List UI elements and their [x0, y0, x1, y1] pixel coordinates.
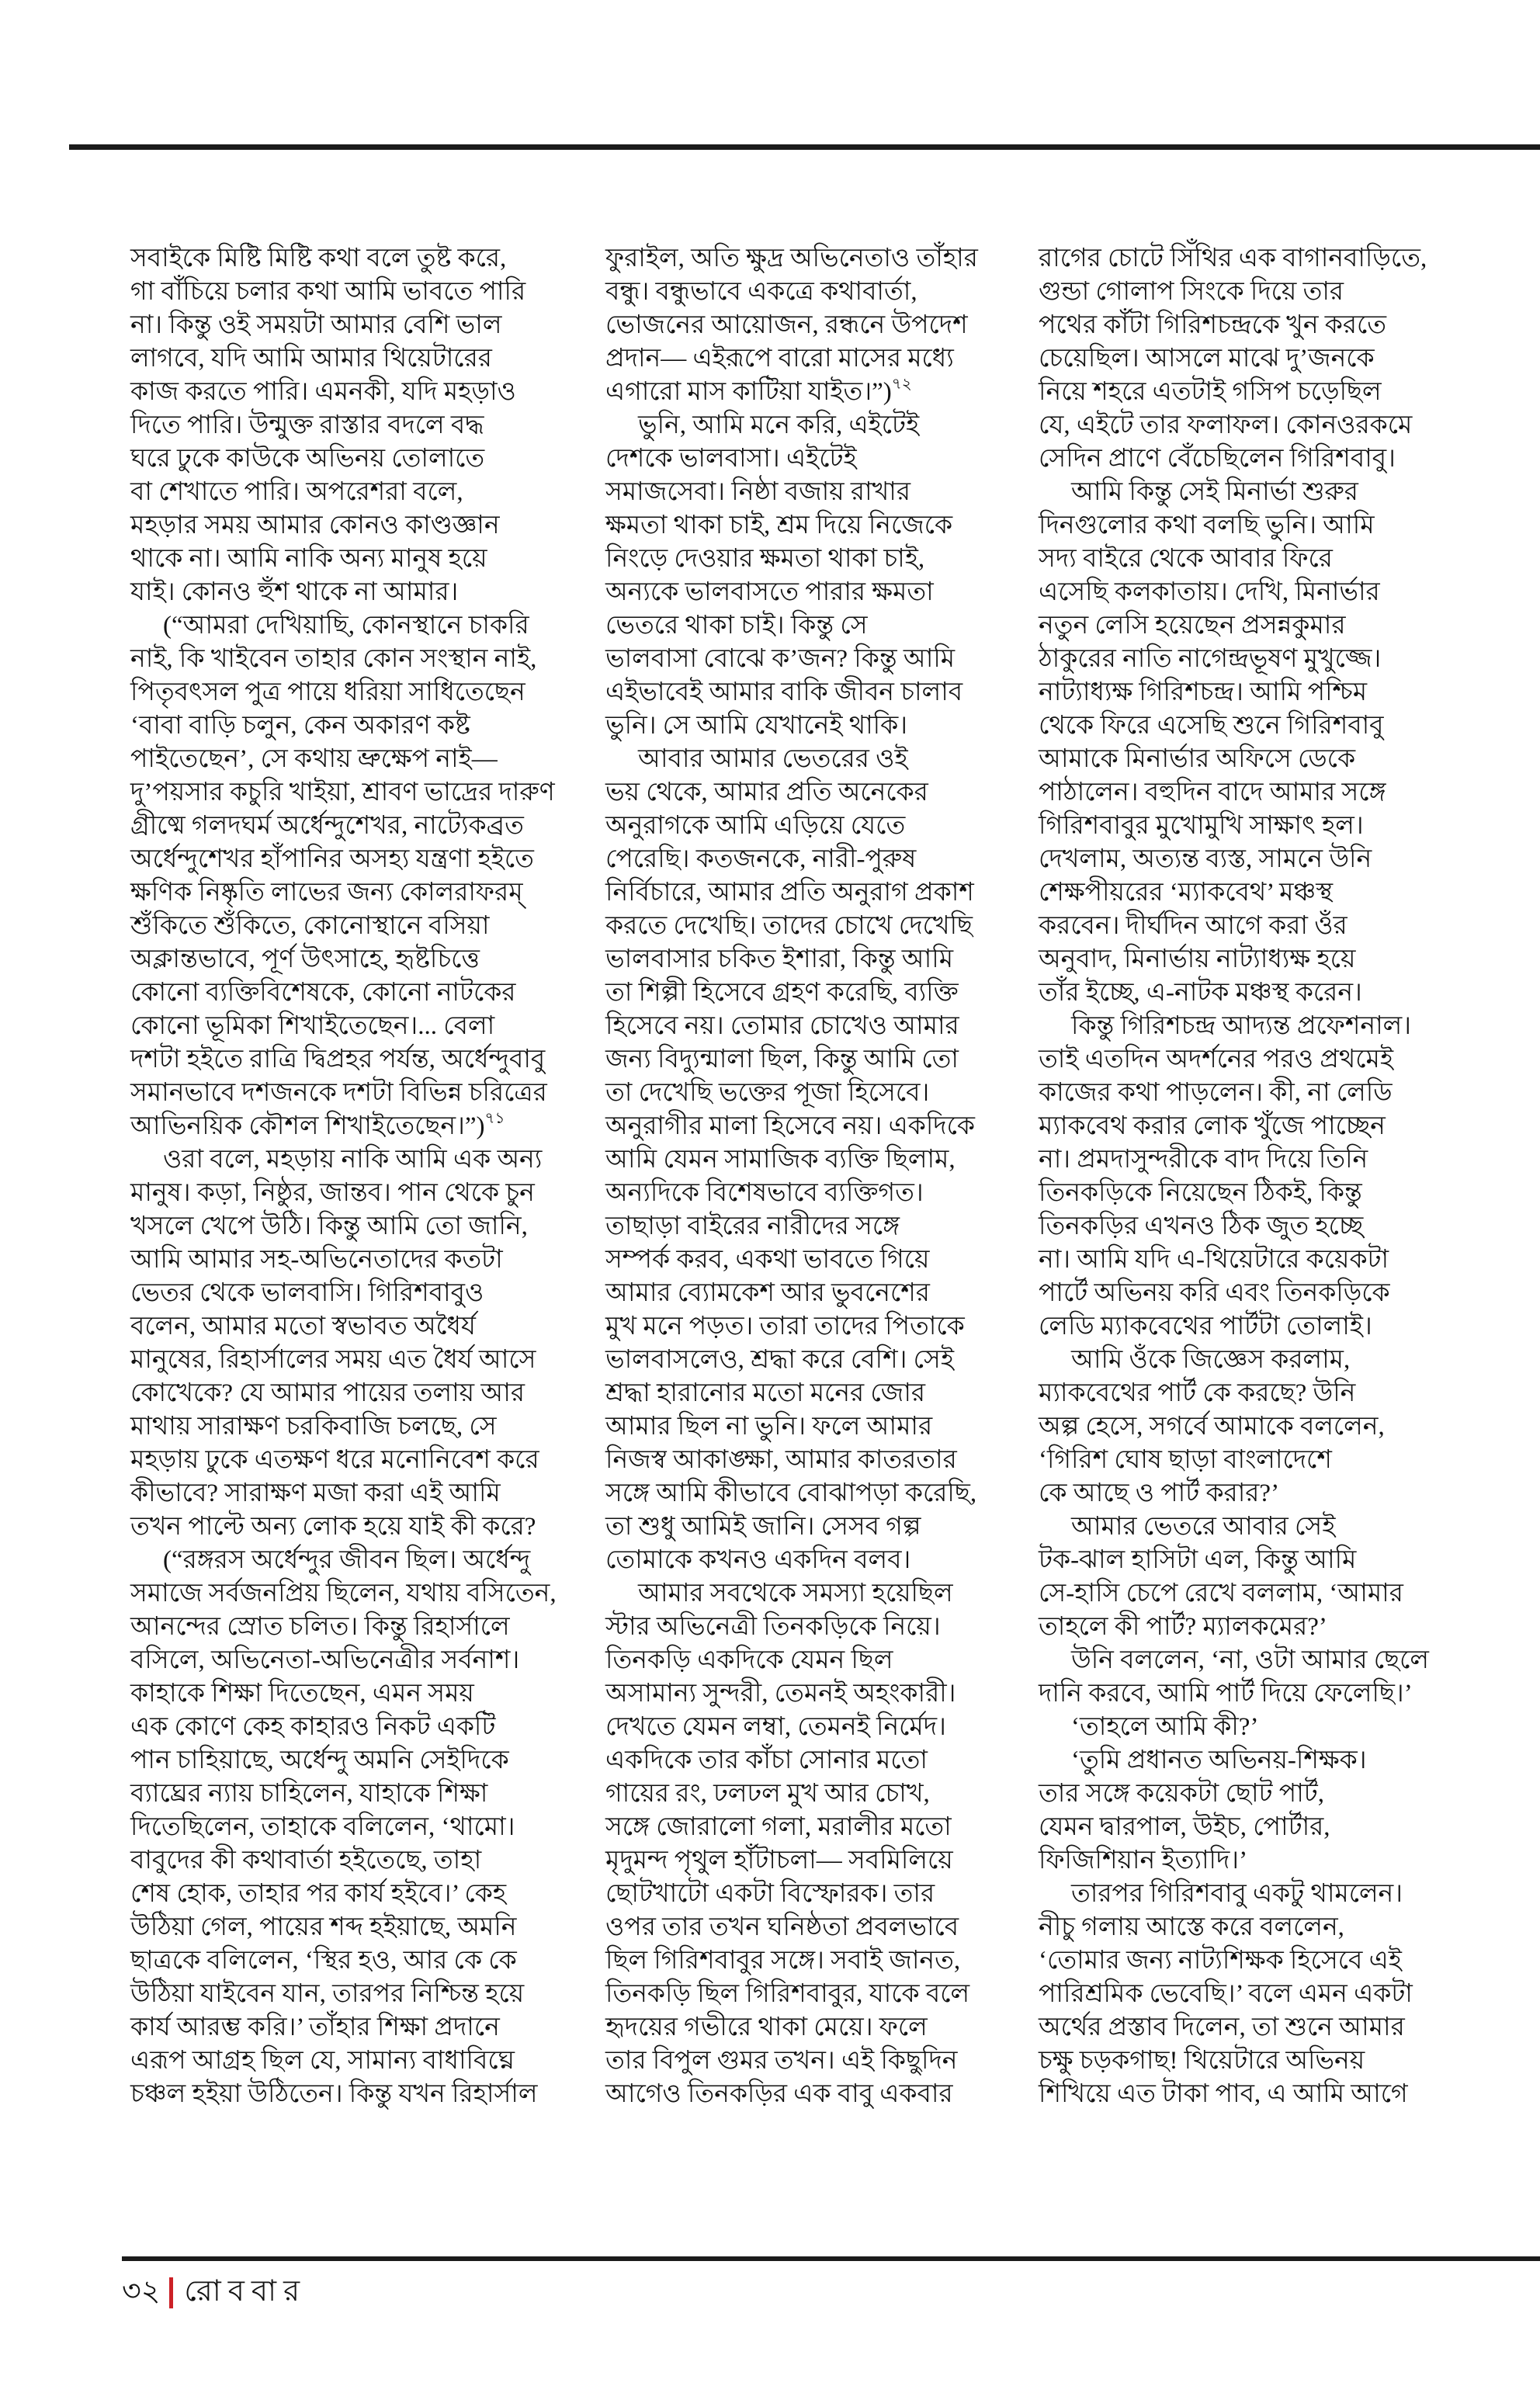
- footer-rule: [122, 2256, 1540, 2261]
- text-line: লেডি ম্যাকবেথের পার্টটা তোলাই।: [1039, 1313, 1372, 1340]
- page-footer: [122, 2268, 307, 2318]
- text-line: তা দেখেছি ভক্তের পূজা হিসেবে।: [605, 1079, 930, 1107]
- header-rule: [69, 144, 1540, 150]
- text-line: চেয়েছিল। আসলে মাঝে দু’জনকে: [1039, 345, 1375, 373]
- text-line: করবেন। দীর্ঘদিন আগে করা ওঁর: [1039, 912, 1348, 940]
- text-line: এসেছি কলকাতায়। দেখি, মিনার্ভার: [1039, 578, 1380, 606]
- text-line: ব্যাঘ্রের ন্যায় চাহিলেন, যাহাকে শিক্ষা: [130, 1780, 488, 1808]
- text-line: তিনকড়ির এখনও ঠিক জুত হচ্ছে: [1039, 1212, 1364, 1240]
- text-column-3: [1039, 242, 1487, 2111]
- text-line: দিতে পারি। উন্মুক্ত রাস্তার বদলে বদ্ধ: [130, 411, 484, 439]
- text-line: নাট্যাধ্যক্ষ গিরিশচন্দ্র। আমি পশ্চিম: [1039, 678, 1368, 706]
- text-line: তিনকড়িকে নিয়েছেন ঠিকই, কিন্তু: [1039, 1179, 1362, 1207]
- text-line: বসিলে, অভিনেতা-অভিনেত্রীর সর্বনাশ।: [130, 1646, 520, 1674]
- text-line: ওপর তার তখন ঘনিষ্ঠতা প্রবলভাবে: [605, 1913, 959, 1941]
- text-line: চক্ষু চড়কগাছ! থিয়েটারে অভিনয়: [1039, 2047, 1365, 2075]
- page-number: ৩২: [122, 2275, 161, 2308]
- text-line: স্টার অভিনেত্রী তিনকড়িকে নিয়ে।: [605, 1613, 941, 1641]
- text-line: না। আমি যদি এ-থিয়েটারে কয়েকটা: [1039, 1246, 1389, 1274]
- text-line: গা বাঁচিয়ে চলার কথা আমি ভাবতে পারি: [130, 278, 526, 306]
- text-line: কোনো ব্যক্তিবিশেষকে, কোনো নাটকের: [130, 979, 516, 1007]
- footnote-ref: ৭২: [891, 376, 912, 393]
- text-line: কে আছে ও পার্ট করার?’: [1039, 1479, 1280, 1507]
- text-line: শেষ হোক, তাহার পর কার্য হইবে।’ কেহ: [130, 1880, 507, 1908]
- text-line: ছাত্রকে বলিলেন, ‘স্থির হও, আর কে কে: [130, 1947, 517, 1975]
- text-line: আমার ছিল না ভুনি। ফলে আমার: [605, 1413, 933, 1441]
- text-line: সঙ্গে আমি কীভাবে বোঝাপড়া করেছি,: [605, 1479, 977, 1507]
- text-line: ফুরাইল, অতি ক্ষুদ্র অভিনেতাও তাঁহার: [605, 245, 978, 272]
- text-line: না। প্রমদাসুন্দরীকে বাদ দিয়ে তিনি: [1039, 1146, 1368, 1174]
- text-line: থাকে না। আমি নাকি অন্য মানুষ হয়ে: [130, 545, 487, 573]
- text-line: সেদিন প্রাণে বেঁচেছিলেন গিরিশবাবু।: [1039, 445, 1396, 473]
- text-line: দানি করবে, আমি পার্ট দিয়ে ফেলেছি।’: [1039, 1680, 1413, 1708]
- text-line: দু’পয়সার কচুরি খাইয়া, শ্রাবণ ভাদ্রের দারুণ: [130, 779, 555, 806]
- text-line: শিখিয়ে এত টাকা পাব, এ আমি আগে: [1039, 2080, 1408, 2108]
- text-line: পথের কাঁটা গিরিশচন্দ্রকে খুন করতে: [1039, 311, 1387, 339]
- text-line: ভোজনের আয়োজন, রন্ধনে উপদেশ: [605, 311, 968, 339]
- text-line: যাই। কোনও হুঁশ থাকে না আমার।: [130, 578, 459, 606]
- text-line: ‘তুমি প্রধানত অভিনয়-শিক্ষক।: [1071, 1746, 1367, 1774]
- text-line: আমাকে মিনার্ভার অফিসে ডেকে: [1039, 745, 1356, 773]
- text-line: জন্য বিদ্যুন্মালা ছিল, কিন্তু আমি তো: [605, 1046, 959, 1073]
- text-line: কাজ করতে পারি। এমনকী, যদি মহড়াও: [130, 378, 516, 406]
- text-line: কীভাবে? সারাক্ষণ মজা করা এই আমি: [130, 1479, 501, 1507]
- text-line: আমি কিন্তু সেই মিনার্ভা শুরুর: [1071, 478, 1358, 506]
- text-line: পার্টে অভিনয় করি এবং তিনকড়িকে: [1039, 1279, 1390, 1307]
- text-line: ম্যাকবেথ করার লোক খুঁজে পাচ্ছেন: [1039, 1112, 1386, 1140]
- text-line: ‘তাহলে আমি কী?’: [1071, 1713, 1259, 1741]
- text-line: শেক্ষপীয়রের ‘ম্যাকবেথ’ মঞ্চস্থ: [1039, 879, 1334, 907]
- text-line: সদ্য বাইরে থেকে আবার ফিরে: [1039, 545, 1333, 573]
- text-line: ছিল গিরিশবাবুর সঙ্গে। সবাই জানত,: [605, 1947, 961, 1975]
- text-line: উনি বললেন, ‘না, ওটা আমার ছেলে: [1071, 1646, 1429, 1674]
- text-line: দশটা হইতে রাত্রি দ্বিপ্রহর পর্যন্ত, অর্ধেন্দুবাবু: [130, 1046, 546, 1073]
- text-line: দিনগুলোর কথা বলছি ভুনি। আমি: [1039, 512, 1375, 539]
- text-line: অর্থের প্রস্তাব দিলেন, তা শুনে আমার: [1039, 2013, 1405, 2041]
- text-line: গুন্ডা গোলাপ সিংকে দিয়ে তার: [1039, 278, 1344, 306]
- text-line: সবাইকে মিষ্টি মিষ্টি কথা বলে তুষ্ট করে,: [130, 245, 507, 272]
- text-line: আমি যেমন সামাজিক ব্যক্তি ছিলাম,: [605, 1146, 956, 1174]
- text-line: ঠাকুরের নাতি নাগেন্দ্রভূষণ মুখুজ্জে।: [1039, 645, 1382, 673]
- text-line: বা শেখাতে পারি। অপরেশরা বলে,: [130, 478, 463, 506]
- text-line: অর্ধেন্দুশেখর হাঁপানির অসহ্য যন্ত্রণা হইতে: [130, 845, 534, 873]
- text-line: তোমাকে কখনও একদিন বলব।: [605, 1546, 911, 1574]
- text-line: (“রঙ্গরস অর্ধেন্দুর জীবন ছিল। অর্ধেন্দু: [163, 1546, 531, 1574]
- text-line: কার্য আরম্ভ করি।’ তাঁহার শিক্ষা প্রদানে: [130, 2013, 500, 2041]
- text-line: তার বিপুল গুমর তখন। এই কিছুদিন: [605, 2047, 958, 2075]
- text-line: নীচু গলায় আস্তে করে বললেন,: [1039, 1913, 1344, 1941]
- text-line: ভালবাসার চকিত ইশারা, কিন্তু আমি: [605, 945, 954, 973]
- text-line: ফিজিশিয়ান ইত্যাদি।’: [1039, 1847, 1248, 1875]
- text-line: ‘গিরিশ ঘোষ ছাড়া বাংলাদেশে: [1039, 1446, 1332, 1474]
- text-line: আগেও তিনকড়ির এক বাবু একবার: [605, 2080, 953, 2108]
- text-line: আমি ওঁকে জিজ্ঞেস করলাম,: [1071, 1346, 1351, 1374]
- text-line: নির্বিচারে, আমার প্রতি অনুরাগ প্রকাশ: [605, 879, 974, 907]
- text-line: অনুরাগীর মালা হিসেবে নয়। একদিকে: [605, 1112, 975, 1140]
- text-line: ওরা বলে, মহড়ায় নাকি আমি এক অন্য: [163, 1146, 543, 1174]
- text-line: মাথায় সারাক্ষণ চরকিবাজি চলছে, সে: [130, 1413, 497, 1441]
- text-line: মৃদুমন্দ পৃথুল হাঁটাচলা— সবমিলিয়ে: [605, 1847, 953, 1875]
- text-line: করতে দেখেছি। তাদের চোখে দেখেছি: [605, 912, 973, 940]
- text-line: ‘তোমার জন্য নাট্যশিক্ষক হিসেবে এই: [1039, 1947, 1402, 1975]
- text-line: মানুষ। কড়া, নিষ্ঠুর, জান্তব। পান থেকে চুন: [130, 1179, 535, 1207]
- text-line: সমাজে সর্বজনপ্রিয় ছিলেন, যথায় বসিতেন,: [130, 1580, 557, 1607]
- text-line: অক্লান্তভাবে, পূর্ণ উৎসাহে, হৃষ্টচিত্তে: [130, 945, 480, 973]
- text-line: কাজের কথা পাড়লেন। কী, না লেডি: [1039, 1079, 1393, 1107]
- text-line: তাঁর ইচ্ছে, এ-নাটক মঞ্চস্থ করেন।: [1039, 979, 1362, 1007]
- magazine-name: রোববার: [184, 2275, 307, 2308]
- text-line: যে, এইটে তার ফলাফল। কোনওরকমে: [1039, 411, 1413, 439]
- text-line: ভুনি, আমি মনে করি, এইটেই: [638, 411, 920, 439]
- text-line: খসলে খেপে উঠি। কিন্তু আমি তো জানি,: [130, 1212, 528, 1240]
- text-line: দেখতে যেমন লম্বা, তেমনই নির্মেদ।: [605, 1713, 946, 1741]
- text-line: তিনকড়ি ছিল গিরিশবাবুর, যাকে বলে: [605, 1980, 970, 2008]
- text-line: রাগের চোটে সিঁথির এক বাগানবাড়িতে,: [1039, 245, 1427, 272]
- text-line: ভুনি। সে আমি যেখানেই থাকি।: [605, 712, 908, 740]
- text-line: মুখ মনে পড়ত। তারা তাদের পিতাকে: [605, 1313, 965, 1340]
- text-line: গিরিশবাবুর মুখোমুখি সাক্ষাৎ হল।: [1039, 812, 1364, 840]
- text-line: উঠিয়া গেল, পায়ের শব্দ হইয়াছে, অমনি: [130, 1913, 517, 1941]
- text-line: আমার ব্যোমকেশ আর ভুবনেশের: [605, 1279, 930, 1307]
- text-line: তাই এতদিন অদর্শনের পরও প্রথমেই: [1039, 1046, 1393, 1073]
- footnote-ref: ৭১: [484, 1110, 505, 1127]
- text-line: সমানভাবে দশজনকে দশটা বিভিন্ন চরিত্রের: [130, 1079, 547, 1107]
- text-line: পাইতেছেন’, সে কথায় ভ্রুক্ষেপ নাই—: [130, 745, 498, 773]
- text-line: ভেতর থেকে ভালবাসি। গিরিশবাবুও: [130, 1279, 484, 1307]
- text-line: এরূপ আগ্রহ ছিল যে, সামান্য বাধাবিঘ্নে: [130, 2047, 515, 2075]
- text-line: সমাজসেবা। নিষ্ঠা বজায় রাখার: [605, 478, 910, 506]
- text-line: তখন পাল্টে অন্য লোক হয়ে যাই কী করে?: [130, 1513, 536, 1541]
- text-line: দিতেছিলেন, তাহাকে বলিলেন, ‘থামো।: [130, 1813, 515, 1841]
- text-line: গায়ের রং, ঢলঢল মুখ আর চোখ,: [605, 1780, 930, 1808]
- text-line: মহড়ার সময় আমার কোনও কাণ্ডজ্ঞান: [130, 512, 500, 539]
- text-line: ঘরে ঢুকে কাউকে অভিনয় তোলাতে: [130, 445, 485, 473]
- text-line: শুঁকিতে শুঁকিতে, কোনোস্থানে বসিয়া: [130, 912, 490, 940]
- text-line: তার সঙ্গে কয়েকটা ছোট পার্ট,: [1039, 1780, 1324, 1808]
- text-line: হিসেবে নয়। তোমার চোখেও আমার: [605, 1012, 959, 1040]
- text-line: এইভাবেই আমার বাকি জীবন চালাব: [605, 678, 963, 706]
- text-line: পিতৃবৎসল পুত্র পায়ে ধরিয়া সাধিতেছেন: [130, 678, 525, 706]
- text-line: ভেতরে থাকা চাই। কিন্তু সে: [605, 612, 868, 640]
- text-line: নাই, কি খাইবেন তাহার কোন সংস্থান নাই,: [130, 645, 537, 673]
- text-line: কোখেকে? যে আমার পায়ের তলায় আর: [130, 1379, 525, 1407]
- text-column-2: [605, 242, 1044, 2111]
- text-line: নতুন লেসি হয়েছেন প্রসন্নকুমার: [1039, 612, 1346, 640]
- text-line: তাছাড়া বাইরের নারীদের সঙ্গে: [605, 1212, 900, 1240]
- text-line: বাবুদের কী কথাবার্তা হইতেছে, তাহা: [130, 1847, 482, 1875]
- text-line: পারিশ্রমিক ভেবেছি।’ বলে এমন একটা: [1039, 1980, 1413, 2008]
- text-line: দেখলাম, অত্যন্ত ব্যস্ত, সামনে উনি: [1039, 845, 1372, 873]
- text-line: কিন্তু গিরিশচন্দ্র আদ্যন্ত প্রফেশনাল।: [1071, 1012, 1412, 1040]
- text-line: ম্যাকবেথের পার্ট কে করছে? উনি: [1039, 1379, 1356, 1407]
- text-line: ভালবাসা বোঝে ক’জন? কিন্তু আমি: [605, 645, 956, 673]
- text-line: যেমন দ্বারপাল, উইচ, পোর্টার,: [1039, 1813, 1330, 1841]
- text-line: সম্পর্ক করব, একথা ভাবতে গিয়ে: [605, 1246, 930, 1274]
- text-line: অন্যকে ভালবাসতে পারার ক্ষমতা: [605, 578, 934, 606]
- text-line: তা শিল্পী হিসেবে গ্রহণ করেছি, ব্যক্তি: [605, 979, 959, 1007]
- text-line: অসামান্য সুন্দরী, তেমনই অহংকারী।: [605, 1680, 956, 1708]
- text-line: না। কিন্তু ওই সময়টা আমার বেশি ভাল: [130, 311, 502, 339]
- text-line: অল্প হেসে, সগর্বে আমাকে বললেন,: [1039, 1413, 1385, 1441]
- text-line: ‘বাবা বাড়ি চলুন, কেন অকারণ কষ্ট: [130, 712, 470, 740]
- text-line: ভয় থেকে, আমার প্রতি অনেকের: [605, 779, 928, 806]
- text-line: (“আমরা দেখিয়াছি, কোনস্থানে চাকরি: [163, 612, 529, 640]
- text-line: চঞ্চল হইয়া উঠিতেন। কিন্তু যখন রিহার্সাল: [130, 2080, 538, 2108]
- text-line: তারপর গিরিশবাবু একটু থামলেন।: [1071, 1880, 1403, 1908]
- text-line: কোনো ভূমিকা শিখাইতেছেন।... বেলা: [130, 1012, 495, 1040]
- text-line: নিংড়ে দেওয়ার ক্ষমতা থাকা চাই,: [605, 545, 925, 573]
- text-column-1: [130, 242, 588, 2111]
- text-line: মানুষের, রিহার্সালের সময় এত ধৈর্য আসে: [130, 1346, 536, 1374]
- footer-separator-bar: [169, 2277, 173, 2308]
- text-line: শ্রদ্ধা হারানোর মতো মনের জোর: [605, 1379, 926, 1407]
- text-line: বন্ধু। বন্ধুভাবে একত্রে কথাবার্তা,: [605, 278, 917, 306]
- text-line: বলেন, আমার মতো স্বভাবত অধৈর্য: [130, 1313, 476, 1340]
- text-line: আবার আমার ভেতরের ওই: [638, 745, 908, 773]
- text-line: মহড়ায় ঢুকে এতক্ষণ ধরে মনোনিবেশ করে: [130, 1446, 539, 1474]
- text-line: গ্রীষ্মে গলদঘর্ম অর্ধেন্দুশেখর, নাট্যেকব্রত: [130, 812, 524, 840]
- text-line: তাহলে কী পার্ট? ম্যালকমের?’: [1039, 1613, 1327, 1641]
- text-line: কাহাকে শিক্ষা দিতেছেন, এমন সময়: [130, 1680, 474, 1708]
- text-line: অন্যদিকে বিশেষভাবে ব্যক্তিগত।: [605, 1179, 924, 1207]
- text-line: এগারো মাস কাটিয়া যাইত।”)$^{৭২}$: [605, 376, 912, 406]
- text-line: ক্ষমতা থাকা চাই, শ্রম দিয়ে নিজেকে: [605, 512, 953, 539]
- text-line: আভিনয়িক কৌশল শিখাইতেছেন।”)$^{৭১}$: [130, 1110, 505, 1140]
- text-line: হৃদয়ের গভীরে থাকা মেয়ে। ফলে: [605, 2013, 928, 2041]
- text-line: পাঠালেন। বহুদিন বাদে আমার সঙ্গে: [1039, 779, 1386, 806]
- text-line: এক কোণে কেহ কাহারও নিকট একটি: [130, 1713, 496, 1741]
- text-line: তিনকড়ি একদিকে যেমন ছিল: [605, 1646, 893, 1674]
- text-line: নিয়ে শহরে এতটাই গসিপ চড়েছিল: [1039, 378, 1382, 406]
- text-line: আমার ভেতরে আবার সেই: [1071, 1513, 1336, 1541]
- text-line: নিজস্ব আকাঙ্ক্ষা, আমার কাতরতার: [605, 1446, 957, 1474]
- text-line: আমি আমার সহ-অভিনেতাদের কতটা: [130, 1246, 503, 1274]
- text-line: একদিকে তার কাঁচা সোনার মতো: [605, 1746, 928, 1774]
- text-line: ছোটখাটো একটা বিস্ফোরক। তার: [605, 1880, 935, 1908]
- text-line: দেশকে ভালবাসা। এইটেই: [605, 445, 857, 473]
- text-line: আনন্দের স্রোত চলিত। কিন্তু রিহার্সালে: [130, 1613, 510, 1641]
- text-line: টক-ঝাল হাসিটা এল, কিন্তু আমি: [1039, 1546, 1357, 1574]
- text-line: উঠিয়া যাইবেন যান, তারপর নিশ্চিন্ত হয়ে: [130, 1980, 525, 2008]
- text-line: অনুরাগকে আমি এড়িয়ে যেতে: [605, 812, 906, 840]
- text-line: অনুবাদ, মিনার্ভায় নাট্যাধ্যক্ষ হয়ে: [1039, 945, 1356, 973]
- text-line: লাগবে, যদি আমি আমার থিয়েটারের: [130, 345, 492, 373]
- text-line: থেকে ফিরে এসেছি শুনে গিরিশবাবু: [1039, 712, 1384, 740]
- text-line: ভালবাসলেও, শ্রদ্ধা করে বেশি। সেই: [605, 1346, 955, 1374]
- text-line: আমার সবথেকে সমস্যা হয়েছিল: [638, 1580, 953, 1607]
- text-line: তা শুধু আমিই জানি। সেসব গল্প: [605, 1513, 921, 1541]
- text-line: সঙ্গে জোরালো গলা, মরালীর মতো: [605, 1813, 952, 1841]
- text-line: ক্ষণিক নিষ্কৃতি লাভের জন্য কোলরাফরম্: [130, 879, 523, 907]
- text-line: প্রদান— এইরূপে বারো মাসের মধ্যে: [605, 345, 954, 373]
- text-line: পান চাহিয়াছে, অর্ধেন্দু অমনি সেইদিকে: [130, 1746, 509, 1774]
- text-line: পেরেছি। কতজনকে, নারী-পুরুষ: [605, 845, 917, 873]
- text-line: সে-হাসি চেপে রেখে বললাম, ‘আমার: [1039, 1580, 1403, 1607]
